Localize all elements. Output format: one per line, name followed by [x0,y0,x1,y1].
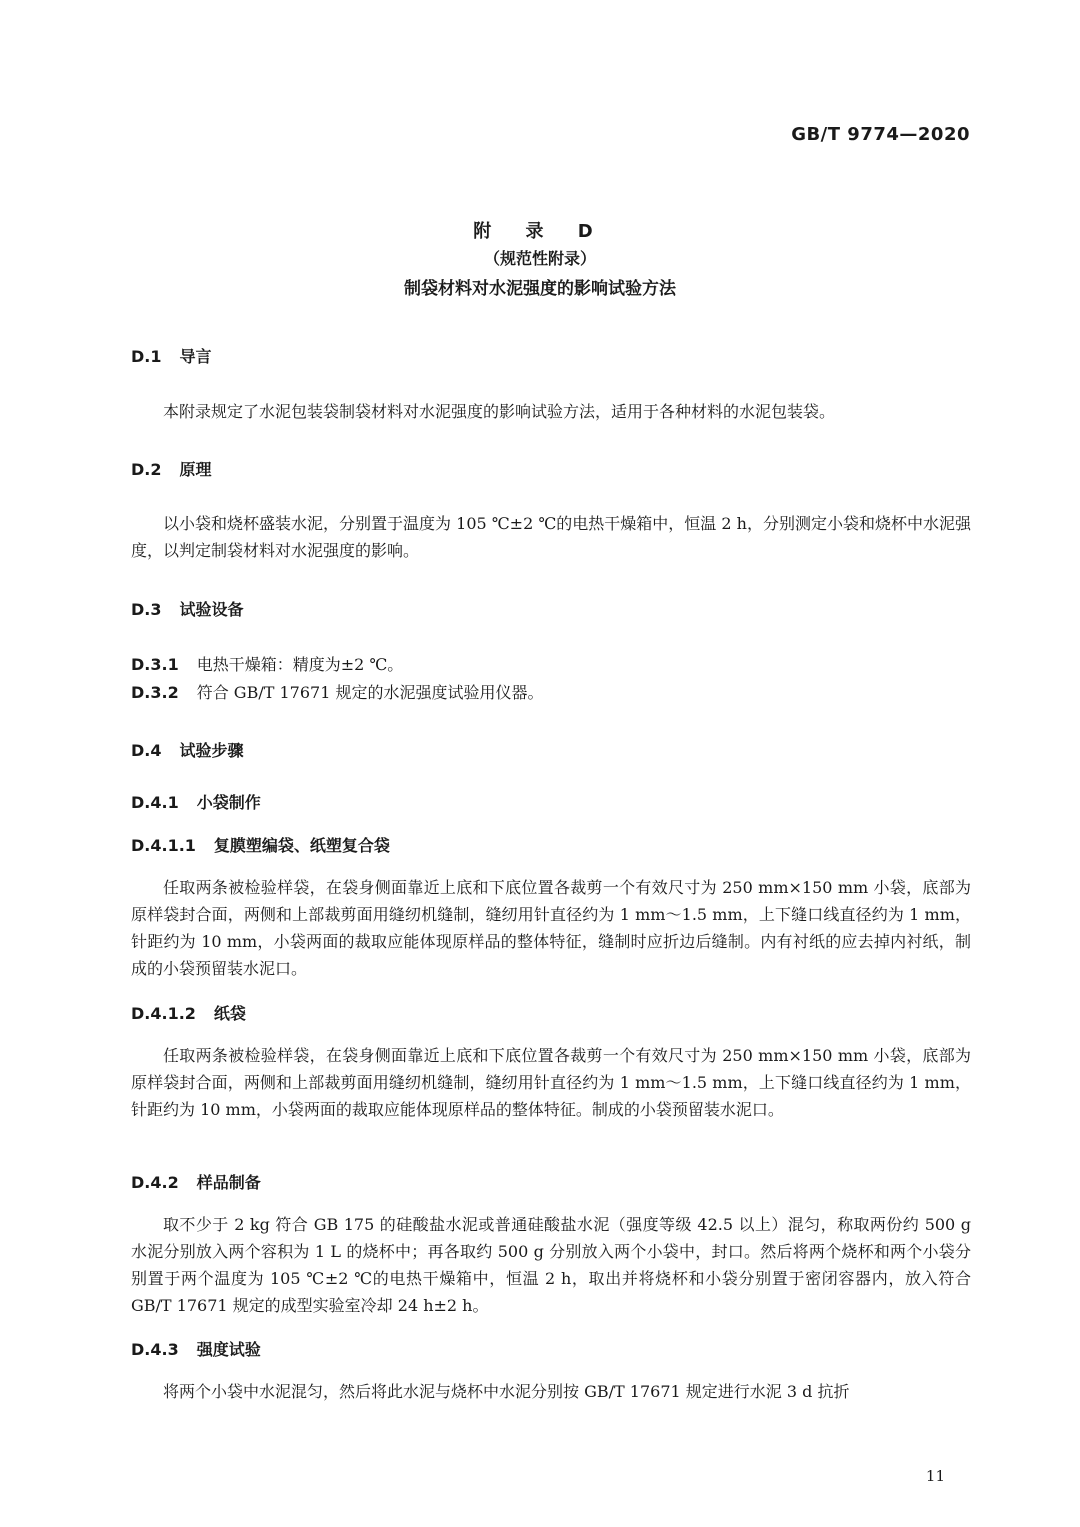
section-heading-d3 [131,597,244,620]
section-heading-d2 [131,457,212,480]
section-heading-d4-3 [131,1337,261,1360]
item-number: D.3.1 [131,655,179,674]
paragraph-d2: 以小袋和烧杯盛装水泥，分别置于温度为 105 ℃±2 ℃的电热干燥箱中，恒温 2 h，分别测定小袋和烧杯中水泥强度，以判定制袋材料对水泥强度的影响。 [131,514,971,560]
paragraph-d4-1-1: 任取两条被检验样袋，在袋身侧面靠近上底和下底位置各裁剪一个有效尺寸为 250 mm×150 mm 小袋，底部为原样袋封合面，两侧和上部裁剪面用缝纫机缝制，缝纫用针直径约为 1 mm～1.5 mm，上下缝口线直径约为 1 mm，针距约为 10 mm，小袋两面的裁取应能体现原样品的整体特征，缝制时应折边后缝制。内有衬纸的应去掉内衬纸，制成的小袋预留装水泥口。 [131,878,971,978]
section-number: D.1 [131,347,162,366]
section-heading-d4-1 [131,790,261,813]
paragraph-d4-1-2: 任取两条被检验样袋，在袋身侧面靠近上底和下底位置各裁剪一个有效尺寸为 250 mm×150 mm 小袋，底部为原样袋封合面，两侧和上部裁剪面用缝纫机缝制，缝纫用针直径约为 1 mm～1.5 mm，上下缝口线直径约为 1 mm，针距约为 10 mm，小袋两面的裁取应能体现原样品的整体特征。制成的小袋预留装水泥口。 [131,1046,971,1119]
section-number: D.2 [131,460,162,479]
section-title: 试验步骤 [179,741,244,760]
section-number: D.4.3 [131,1340,179,1359]
section-title: 原理 [179,460,212,479]
item-d3-1 [131,652,403,675]
section-heading-d4 [131,738,244,761]
section-title: 导言 [179,347,212,366]
item-text: 符合 GB/T 17671 规定的水泥强度试验用仪器。 [196,683,544,702]
item-number: D.3.2 [131,683,179,702]
paragraph-d4-2: 取不少于 2 kg 符合 GB 175 的硅酸盐水泥或普通硅酸盐水泥（强度等级 42.5 以上）混匀，称取两份约 500 g 水泥分别放入两个容积为 1 L 的烧杯中；再各取约 500 g 分别放入两个小袋中，封口。然后将两个烧杯和两个小袋分别置于两个温度为 105 ℃±2 ℃的电热干燥箱中，恒温 2 h，取出并将烧杯和小袋分别置于密闭容器内，放入符合 GB/T 17671 规定的成型实验室冷却 24 h±2 h。 [131,1215,971,1315]
section-title: 强度试验 [196,1340,261,1359]
paragraph-d1: 本附录规定了水泥包装袋制袋材料对水泥强度的影响试验方法，适用于各种材料的水泥包装袋。 [163,402,836,421]
item-text: 电热干燥箱：精度为±2 ℃。 [196,655,404,674]
section-title: 小袋制作 [196,793,261,812]
page-number: 11 [925,1467,945,1485]
section-number: D.4.1 [131,793,179,812]
item-d3-2 [131,680,543,703]
section-title: 样品制备 [196,1173,261,1192]
section-number: D.4.2 [131,1173,179,1192]
section-heading-d1 [131,344,212,367]
section-title: 复膜塑编袋、纸塑复合袋 [213,836,390,855]
section-heading-d4-2 [131,1170,261,1193]
section-heading-d4-1-2 [131,1001,246,1024]
section-title: 纸袋 [213,1004,246,1023]
section-title: 试验设备 [179,600,244,619]
section-number: D.3 [131,600,162,619]
appendix-title: 制袋材料对水泥强度的影响试验方法 [404,279,676,299]
appendix-type: （规范性附录） [483,249,596,268]
section-number: D.4 [131,741,162,760]
appendix-label: 附 录 D [473,221,607,242]
section-number: D.4.1.2 [131,1004,196,1023]
section-number: D.4.1.1 [131,836,196,855]
paragraph-d4-3: 将两个小袋中水泥混匀，然后将此水泥与烧杯中水泥分别按 GB/T 17671 规定进行水泥 3 d 抗折 [163,1382,850,1401]
standard-code: GB/T 9774—2020 [791,124,970,145]
section-heading-d4-1-1 [131,833,390,856]
